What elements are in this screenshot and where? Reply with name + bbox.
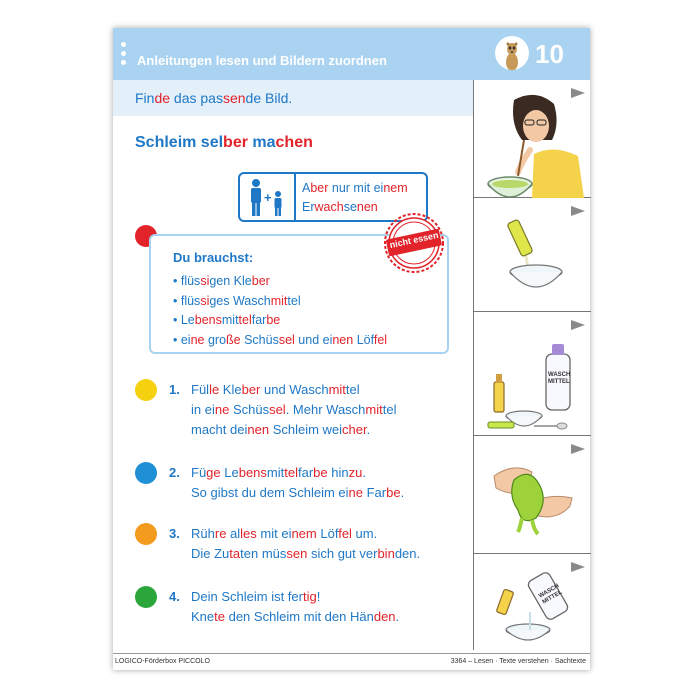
step-number: 4. [169,589,180,604]
do-not-eat-stamp [383,212,445,274]
step-text: Rühre alles mit einem Löffel um. Die Zutaten müssen sich gut verbinden. [191,526,421,561]
detergent-bottle-label: WASCH MITTEL [548,372,571,385]
step-number: 3. [169,526,180,541]
header-title: Anleitungen lesen und Bildern zuordnen [137,53,387,68]
meerkat-icon [495,36,529,70]
footer-divider [113,653,590,654]
picture-panel-1[interactable] [474,80,591,198]
pouring-bottles-icon [474,554,591,650]
page-title: Schleim selber machen [135,134,313,151]
footer-left: LOGICO-Förderbox PICCOLO [115,658,210,665]
step-text: Dein Schleim ist fertig! Knete den Schleim mit den Händen. [191,589,400,624]
spoon-and-tube-icon [474,312,591,436]
glue-into-bowl-icon [474,198,591,312]
task-instruction: Finde das passende Bild. [135,90,293,106]
list-item: • eine große Schüssel und einen Löffel [173,332,388,347]
task-band [113,80,473,116]
step-number: 2. [169,465,180,480]
ingredients-title: Du brauchst: [173,250,254,265]
picture-panel-3[interactable] [474,312,591,436]
step-text: Füge Lebensmittelfarbe hinzu. So gibst du dem Schleim eine Farbe. [191,465,405,500]
picture-column [473,80,590,650]
picture-panel-5[interactable] [474,554,591,650]
hands-kneading-slime-icon [474,436,591,554]
step-number: 1. [169,382,180,397]
ingredients-list [173,272,387,350]
header-bar [113,28,590,80]
stamp-label: nicht essen [388,229,440,251]
picture-panel-4[interactable] [474,436,591,554]
worksheet-card [113,28,590,670]
list-item: • flüssigen Kleber [173,274,270,288]
list-item: • flüssiges Waschmittel [173,293,301,308]
yellow-dot-marker [135,379,157,401]
blue-dot-marker [135,462,157,484]
step-text: Fülle Kleber und Waschmittel in eine Schüssel. Mehr Waschmittel macht deinen Schleim weicher. [191,382,397,437]
detergent-bottle-label: WASCH MITTEL [537,583,564,606]
picture-panel-2[interactable] [474,198,591,312]
adult-child-icon [240,174,296,220]
orange-dot-marker [135,523,157,545]
green-dot-marker [135,586,157,608]
woman-stirring-bowl-icon [474,80,591,198]
svg-text:+: + [264,190,272,205]
card-number: 10 [535,39,564,69]
list-item: • Lebensmittelfarbe [173,313,281,327]
menu-dots-icon [121,42,127,69]
adult-note-text: Aber nur mit einem Erwachsenen [302,181,408,214]
footer-right: 3364 – Lesen · Texte verstehen · Sachtexte [450,658,586,665]
